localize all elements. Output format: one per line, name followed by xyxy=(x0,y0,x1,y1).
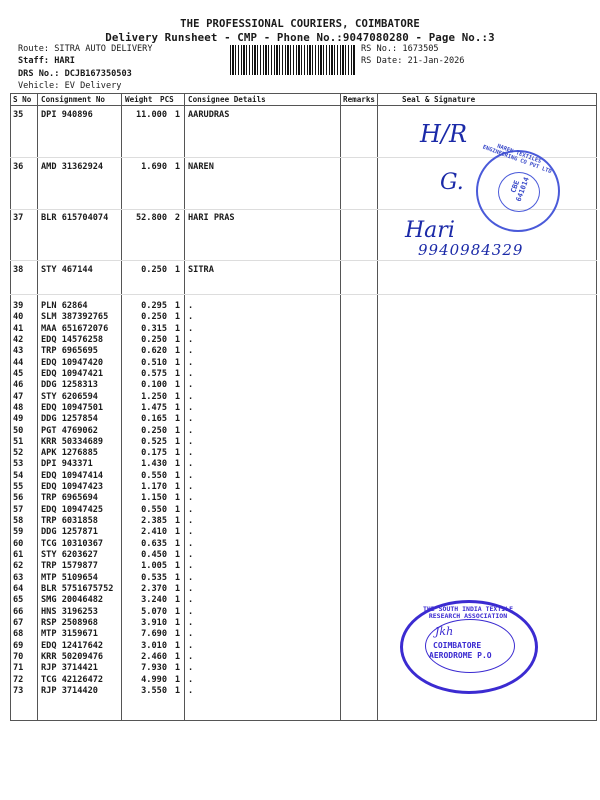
row-pcs: 1 xyxy=(174,358,180,368)
header-remarks: Remarks xyxy=(343,95,376,104)
vehicle-label: Vehicle: EV Delivery xyxy=(18,81,122,91)
row-consignee: . xyxy=(188,527,194,537)
row-sno: 43 xyxy=(13,346,24,356)
row-pcs: 1 xyxy=(174,301,180,311)
row-consignment: EDQ 10947414 xyxy=(41,471,104,481)
col-rule xyxy=(37,93,38,720)
row-weight: 0.175 xyxy=(141,448,167,458)
row-sno: 52 xyxy=(13,448,24,458)
row-sno: 35 xyxy=(13,110,24,120)
row-consignee: . xyxy=(188,403,194,413)
row-sno: 71 xyxy=(13,663,24,673)
row-pcs: 1 xyxy=(174,641,180,651)
row-weight: 0.620 xyxy=(141,346,167,356)
row-weight: 0.550 xyxy=(141,505,167,515)
row-consignment: EDQ 10947423 xyxy=(41,482,104,492)
header-sno: S No xyxy=(13,95,32,104)
row-consignment: KRR 50209476 xyxy=(41,652,104,662)
row-consignee: . xyxy=(188,641,194,651)
row-consignment: TCG 10310367 xyxy=(41,539,104,549)
institution-stamp xyxy=(400,600,538,694)
row-consignment: DDG 1258313 xyxy=(41,380,98,390)
signature-row36: G. xyxy=(440,170,464,195)
row-sno: 50 xyxy=(13,426,24,436)
stamp-city: COIMBATORE xyxy=(433,641,482,650)
row-consignment: TRP 1579877 xyxy=(41,561,98,571)
row-weight: 2.370 xyxy=(141,584,167,594)
row-pcs: 1 xyxy=(174,539,180,549)
stamp-post-office: AERODROME P.O xyxy=(429,651,492,660)
row-sno: 69 xyxy=(13,641,24,651)
col-rule xyxy=(184,93,185,720)
row-weight: 0.575 xyxy=(141,369,167,379)
row-consignee: . xyxy=(188,380,194,390)
row-weight: 1.690 xyxy=(141,162,167,172)
row-pcs: 1 xyxy=(174,426,180,436)
row-sno: 59 xyxy=(13,527,24,537)
row-pcs: 1 xyxy=(174,663,180,673)
barcode xyxy=(230,45,356,75)
row-sno: 62 xyxy=(13,561,24,571)
route-label: Route: SITRA AUTO DELIVERY xyxy=(18,44,153,54)
row-consignee: . xyxy=(188,595,194,605)
row-pcs: 1 xyxy=(174,380,180,390)
runsheet-subtitle: Delivery Runsheet - CMP - Phone No.:9047080280 - Page No.:3 xyxy=(105,31,495,44)
row-sno: 57 xyxy=(13,505,24,515)
signature-row37: Hari xyxy=(405,218,455,243)
row-consignment: MTP 3159671 xyxy=(41,629,98,639)
row-consignee: . xyxy=(188,482,194,492)
row-pcs: 1 xyxy=(174,618,180,628)
row-weight: 0.550 xyxy=(141,471,167,481)
row-consignment: DPI 943371 xyxy=(41,459,93,469)
row-pcs: 1 xyxy=(174,369,180,379)
row-weight: 7.930 xyxy=(141,663,167,673)
row-consignee: . xyxy=(188,607,194,617)
row-weight: 1.170 xyxy=(141,482,167,492)
row-consignment: EDQ 10947501 xyxy=(41,403,104,413)
row-consignment: EDQ 10947421 xyxy=(41,369,104,379)
row-weight: 1.430 xyxy=(141,459,167,469)
row-pcs: 1 xyxy=(174,595,180,605)
row-sno: 54 xyxy=(13,471,24,481)
row-pcs: 1 xyxy=(174,686,180,696)
table-header-rule xyxy=(10,105,597,106)
row-weight: 0.535 xyxy=(141,573,167,583)
row-weight: 1.005 xyxy=(141,561,167,571)
row-sno: 67 xyxy=(13,618,24,628)
row-pcs: 1 xyxy=(174,629,180,639)
row-consignment: TRP 6965694 xyxy=(41,493,98,503)
row-sno: 41 xyxy=(13,324,24,334)
row-consignee: . xyxy=(188,358,194,368)
row-consignment: TRP 6965695 xyxy=(41,346,98,356)
row-consignment: TCG 42126472 xyxy=(41,675,104,685)
row-weight: 0.100 xyxy=(141,380,167,390)
row-consignee: . xyxy=(188,437,194,447)
row-consignment: RJP 3714420 xyxy=(41,686,98,696)
row-pcs: 1 xyxy=(174,573,180,583)
row-consignee: . xyxy=(188,459,194,469)
row-pcs: 1 xyxy=(174,550,180,560)
row-weight: 0.250 xyxy=(141,312,167,322)
row-consignment: EDQ 14576258 xyxy=(41,335,104,345)
row-consignee: . xyxy=(188,392,194,402)
row-pcs: 2 xyxy=(174,213,180,223)
row-consignee: HARI PRAS xyxy=(188,213,235,223)
row-pcs: 1 xyxy=(174,403,180,413)
row-consignment: BLR 5751675752 xyxy=(41,584,114,594)
row-consignment: KRR 50334689 xyxy=(41,437,104,447)
drs-number: DRS No.: DCJB167350503 xyxy=(18,69,132,79)
row-consignee: . xyxy=(188,324,194,334)
row-sno: 47 xyxy=(13,392,24,402)
row-sno: 73 xyxy=(13,686,24,696)
row-pcs: 1 xyxy=(174,312,180,322)
row-weight: 0.250 xyxy=(141,335,167,345)
col-rule xyxy=(10,93,11,720)
row-consignment: STY 6206594 xyxy=(41,392,98,402)
row-consignee: . xyxy=(188,301,194,311)
row-pcs: 1 xyxy=(174,110,180,120)
company-title: THE PROFESSIONAL COURIERS, COIMBATORE xyxy=(180,18,420,30)
row-consignee: . xyxy=(188,335,194,345)
row-divider xyxy=(10,260,597,261)
row-consignee: . xyxy=(188,426,194,436)
staff-label: Staff: HARI xyxy=(18,56,75,66)
row-consignment: PLN 62864 xyxy=(41,301,88,311)
row-consignment: DDG 1257871 xyxy=(41,527,98,537)
row-pcs: 1 xyxy=(174,493,180,503)
row-pcs: 1 xyxy=(174,162,180,172)
row-pcs: 1 xyxy=(174,448,180,458)
row-consignment: PGT 4769062 xyxy=(41,426,98,436)
row-sno: 53 xyxy=(13,459,24,469)
row-sno: 66 xyxy=(13,607,24,617)
row-consignee: SITRA xyxy=(188,265,214,275)
row-sno: 45 xyxy=(13,369,24,379)
row-consignee: . xyxy=(188,652,194,662)
signature-row35: H/R xyxy=(420,120,468,148)
row-weight: 2.460 xyxy=(141,652,167,662)
row-pcs: 1 xyxy=(174,505,180,515)
handwritten-phone: 9940984329 xyxy=(418,241,524,259)
row-weight: 0.635 xyxy=(141,539,167,549)
row-pcs: 1 xyxy=(174,482,180,492)
row-consignment: STY 467144 xyxy=(41,265,93,275)
row-consignee: . xyxy=(188,573,194,583)
row-sno: 58 xyxy=(13,516,24,526)
row-consignee: . xyxy=(188,414,194,424)
row-consignment: STY 6203627 xyxy=(41,550,98,560)
company-stamp xyxy=(476,143,560,232)
row-weight: 2.410 xyxy=(141,527,167,537)
row-consignment: MTP 5109654 xyxy=(41,573,98,583)
col-rule xyxy=(340,93,341,720)
row-weight: 0.165 xyxy=(141,414,167,424)
row-sno: 36 xyxy=(13,162,24,172)
row-sno: 48 xyxy=(13,403,24,413)
row-pcs: 1 xyxy=(174,265,180,275)
row-weight: 3.910 xyxy=(141,618,167,628)
row-weight: 3.010 xyxy=(141,641,167,651)
row-pcs: 1 xyxy=(174,516,180,526)
row-consignee: . xyxy=(188,312,194,322)
row-consignment: EDQ 12417642 xyxy=(41,641,104,651)
rs-number: RS No.: 1673505 xyxy=(361,44,439,54)
row-weight: 0.295 xyxy=(141,301,167,311)
row-consignment: APK 1276885 xyxy=(41,448,98,458)
row-sno: 65 xyxy=(13,595,24,605)
row-weight: 0.525 xyxy=(141,437,167,447)
stamp-ring-text: NAREN TEXTILES ENGINEERING CO PVT LTD xyxy=(481,143,553,176)
stamp-center-text: CBE 641014 xyxy=(509,176,531,203)
row-pcs: 1 xyxy=(174,471,180,481)
row-sno: 60 xyxy=(13,539,24,549)
row-pcs: 1 xyxy=(174,459,180,469)
row-weight: 1.250 xyxy=(141,392,167,402)
row-weight: 3.550 xyxy=(141,686,167,696)
header-pcs: PCS xyxy=(160,95,174,104)
table-bottom-rule xyxy=(10,720,597,721)
row-consignee: . xyxy=(188,448,194,458)
row-pcs: 1 xyxy=(174,607,180,617)
row-sno: 46 xyxy=(13,380,24,390)
row-pcs: 1 xyxy=(174,335,180,345)
row-weight: 5.070 xyxy=(141,607,167,617)
row-pcs: 1 xyxy=(174,652,180,662)
row-consignee: . xyxy=(188,550,194,560)
row-weight: 1.475 xyxy=(141,403,167,413)
row-sno: 63 xyxy=(13,573,24,583)
row-pcs: 1 xyxy=(174,561,180,571)
row-sno: 70 xyxy=(13,652,24,662)
row-weight: 0.510 xyxy=(141,358,167,368)
row-consignment: DPI 940896 xyxy=(41,110,93,120)
row-sno: 44 xyxy=(13,358,24,368)
row-sno: 42 xyxy=(13,335,24,345)
row-sno: 51 xyxy=(13,437,24,447)
header-consignment: Consignment No xyxy=(41,95,106,104)
stamp-ring-text: THE SOUTH INDIA TEXTILE RESEARCH ASSOCIATION xyxy=(422,605,513,620)
row-weight: 0.315 xyxy=(141,324,167,334)
row-consignee: . xyxy=(188,618,194,628)
row-consignee: . xyxy=(188,346,194,356)
row-consignment: SMG 20046482 xyxy=(41,595,104,605)
row-consignment: RSP 2508968 xyxy=(41,618,98,628)
row-pcs: 1 xyxy=(174,346,180,356)
row-consignee: . xyxy=(188,505,194,515)
row-consignee: . xyxy=(188,584,194,594)
header-weight: Weight xyxy=(125,95,153,104)
row-sno: 40 xyxy=(13,312,24,322)
row-sno: 55 xyxy=(13,482,24,492)
row-divider xyxy=(10,294,597,295)
table-top-rule xyxy=(10,93,597,94)
row-sno: 37 xyxy=(13,213,24,223)
row-consignment: SLM 387392765 xyxy=(41,312,109,322)
rs-date: RS Date: 21-Jan-2026 xyxy=(361,56,465,66)
row-consignment: EDQ 10947420 xyxy=(41,358,104,368)
row-weight: 0.450 xyxy=(141,550,167,560)
row-sno: 39 xyxy=(13,301,24,311)
row-weight: 1.150 xyxy=(141,493,167,503)
row-weight: 0.250 xyxy=(141,265,167,275)
row-consignee: . xyxy=(188,493,194,503)
header-seal-signature: Seal & Signature xyxy=(402,95,476,104)
row-consignee: . xyxy=(188,539,194,549)
row-consignee: . xyxy=(188,686,194,696)
row-consignment: MAA 651672076 xyxy=(41,324,109,334)
row-consignment: DDG 1257854 xyxy=(41,414,98,424)
row-consignment: HNS 3196253 xyxy=(41,607,98,617)
row-consignee: . xyxy=(188,516,194,526)
row-weight: 7.690 xyxy=(141,629,167,639)
row-weight: 2.385 xyxy=(141,516,167,526)
row-consignment: EDQ 10947425 xyxy=(41,505,104,515)
row-weight: 52.800 xyxy=(135,213,167,223)
row-consignee: . xyxy=(188,369,194,379)
col-rule xyxy=(596,93,597,720)
row-consignment: RJP 3714421 xyxy=(41,663,98,673)
row-sno: 68 xyxy=(13,629,24,639)
row-pcs: 1 xyxy=(174,527,180,537)
row-weight: 0.250 xyxy=(141,426,167,436)
row-sno: 49 xyxy=(13,414,24,424)
header-consignee: Consignee Details xyxy=(188,95,266,104)
row-sno: 56 xyxy=(13,493,24,503)
row-pcs: 1 xyxy=(174,675,180,685)
row-sno: 61 xyxy=(13,550,24,560)
row-sno: 64 xyxy=(13,584,24,594)
row-weight: 3.240 xyxy=(141,595,167,605)
row-consignee: . xyxy=(188,663,194,673)
row-consignee: . xyxy=(188,471,194,481)
row-weight: 11.000 xyxy=(135,110,167,120)
row-weight: 4.990 xyxy=(141,675,167,685)
row-consignment: TRP 6031858 xyxy=(41,516,98,526)
col-rule xyxy=(377,93,378,720)
row-pcs: 1 xyxy=(174,414,180,424)
row-consignee: . xyxy=(188,629,194,639)
row-pcs: 1 xyxy=(174,324,180,334)
row-consignee: . xyxy=(188,675,194,685)
row-pcs: 1 xyxy=(174,584,180,594)
row-pcs: 1 xyxy=(174,437,180,447)
row-consignee: NAREN xyxy=(188,162,214,172)
row-consignee: . xyxy=(188,561,194,571)
row-consignment: BLR 615704074 xyxy=(41,213,109,223)
stamp-signature: Jkh xyxy=(435,625,454,638)
row-sno: 38 xyxy=(13,265,24,275)
row-sno: 72 xyxy=(13,675,24,685)
row-pcs: 1 xyxy=(174,392,180,402)
row-consignment: AMD 31362924 xyxy=(41,162,104,172)
row-consignee: AARUDRAS xyxy=(188,110,230,120)
